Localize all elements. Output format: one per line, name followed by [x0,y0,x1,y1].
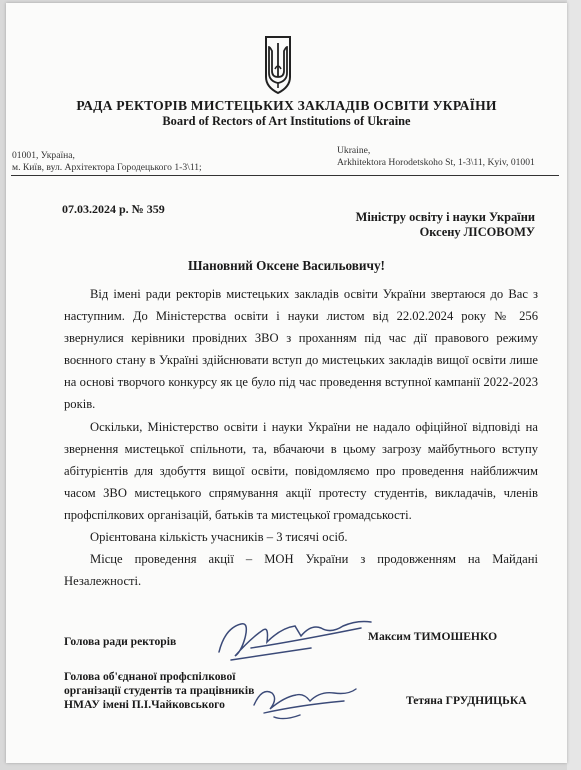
salutation: Шановний Оксене Васильовичу! [188,258,385,273]
signatory-1-position [64,635,176,649]
header-divider [11,175,559,176]
signatory-2-position [64,670,254,712]
signatory-1-name: Максим ТИМОШЕНКО [368,630,498,643]
organization-title-en: Board of Rectors of Art Institutions of Ukraine [162,114,411,128]
letter-reference: 07.03.2024 р. № 359 [62,202,165,216]
ukraine-trident-emblem-icon [263,33,293,95]
address-ua-line2: м. Київ, вул. Архітектора Городецького 1-3\11; [12,162,202,173]
letter-body [64,283,538,592]
signatory-2-position-line: Голова об'єднаної профспілкової [64,670,236,683]
address-en-line1: Ukraine, [337,145,371,156]
body-paragraph: Місце проведення акції – МОН України з продовженням на Майдані Незалежності. [64,552,538,589]
organization-title-ua: РАДА РЕКТОРІВ МИСТЕЦЬКИХ ЗАКЛАДІВ ОСВІТИ УКРАЇНИ [76,98,497,113]
recipient-block [356,210,535,240]
letter-page [6,3,567,763]
signatory-2-name: Тетяна ГРУДНИЦЬКА [406,694,527,707]
body-paragraph: Орієнтована кількість учасників – 3 тисячі осіб. [90,530,348,545]
signatory-2-position-line: організації студентів та працівників [64,684,255,697]
address-ua [12,150,202,174]
body-paragraph: Від імені ради ректорів мистецьких закладів освіти України звертаюся до Вас з наступним. До Міністерства освіти і науки листом від 22.02.2024 року № 256 звернулися керівники провідних ЗВО з проханням під час дії правового режиму воєнного стану в Україні здійснювати вступ до мистецьких закладів вищої освіти лише на основі творчого конкурсу як це було під час проведення вступної кампанії 2022-2023 років. [64,287,538,412]
signatory-1-position-line: Голова ради ректорів [64,635,177,648]
address-ua-line1: 01001, Україна, [12,150,75,161]
body-paragraph: Оскільки, Міністерство освіти і науки України не надало офіційної відповіді на звернення мистецької спільноти, та, вбачаючи в цьому загрозу майбутнього вступу абітурієнтів для здобуття вищої освіти, повідомляємо про проведення найближчим часом ЗВО мистецького спрямування акції протесту студентів, викладачів, членів профспілкових організацій, батьків та мистецької громадськості. [64,419,538,522]
scan-edge [567,0,581,770]
signatory-1-handwritten-signature [211,608,381,668]
recipient-name: Оксену ЛІСОВОМУ [419,225,535,239]
signatory-2-handwritten-signature [244,675,364,725]
address-en-line2: Arkhitektora Horodetskoho St, 1-3\11, Kyiv, 01001 [337,157,535,168]
recipient-title: Міністру освіту і науки України [355,210,535,224]
address-en [337,145,535,169]
signatory-2-position-line: НМАУ імені П.І.Чайковського [64,698,225,711]
